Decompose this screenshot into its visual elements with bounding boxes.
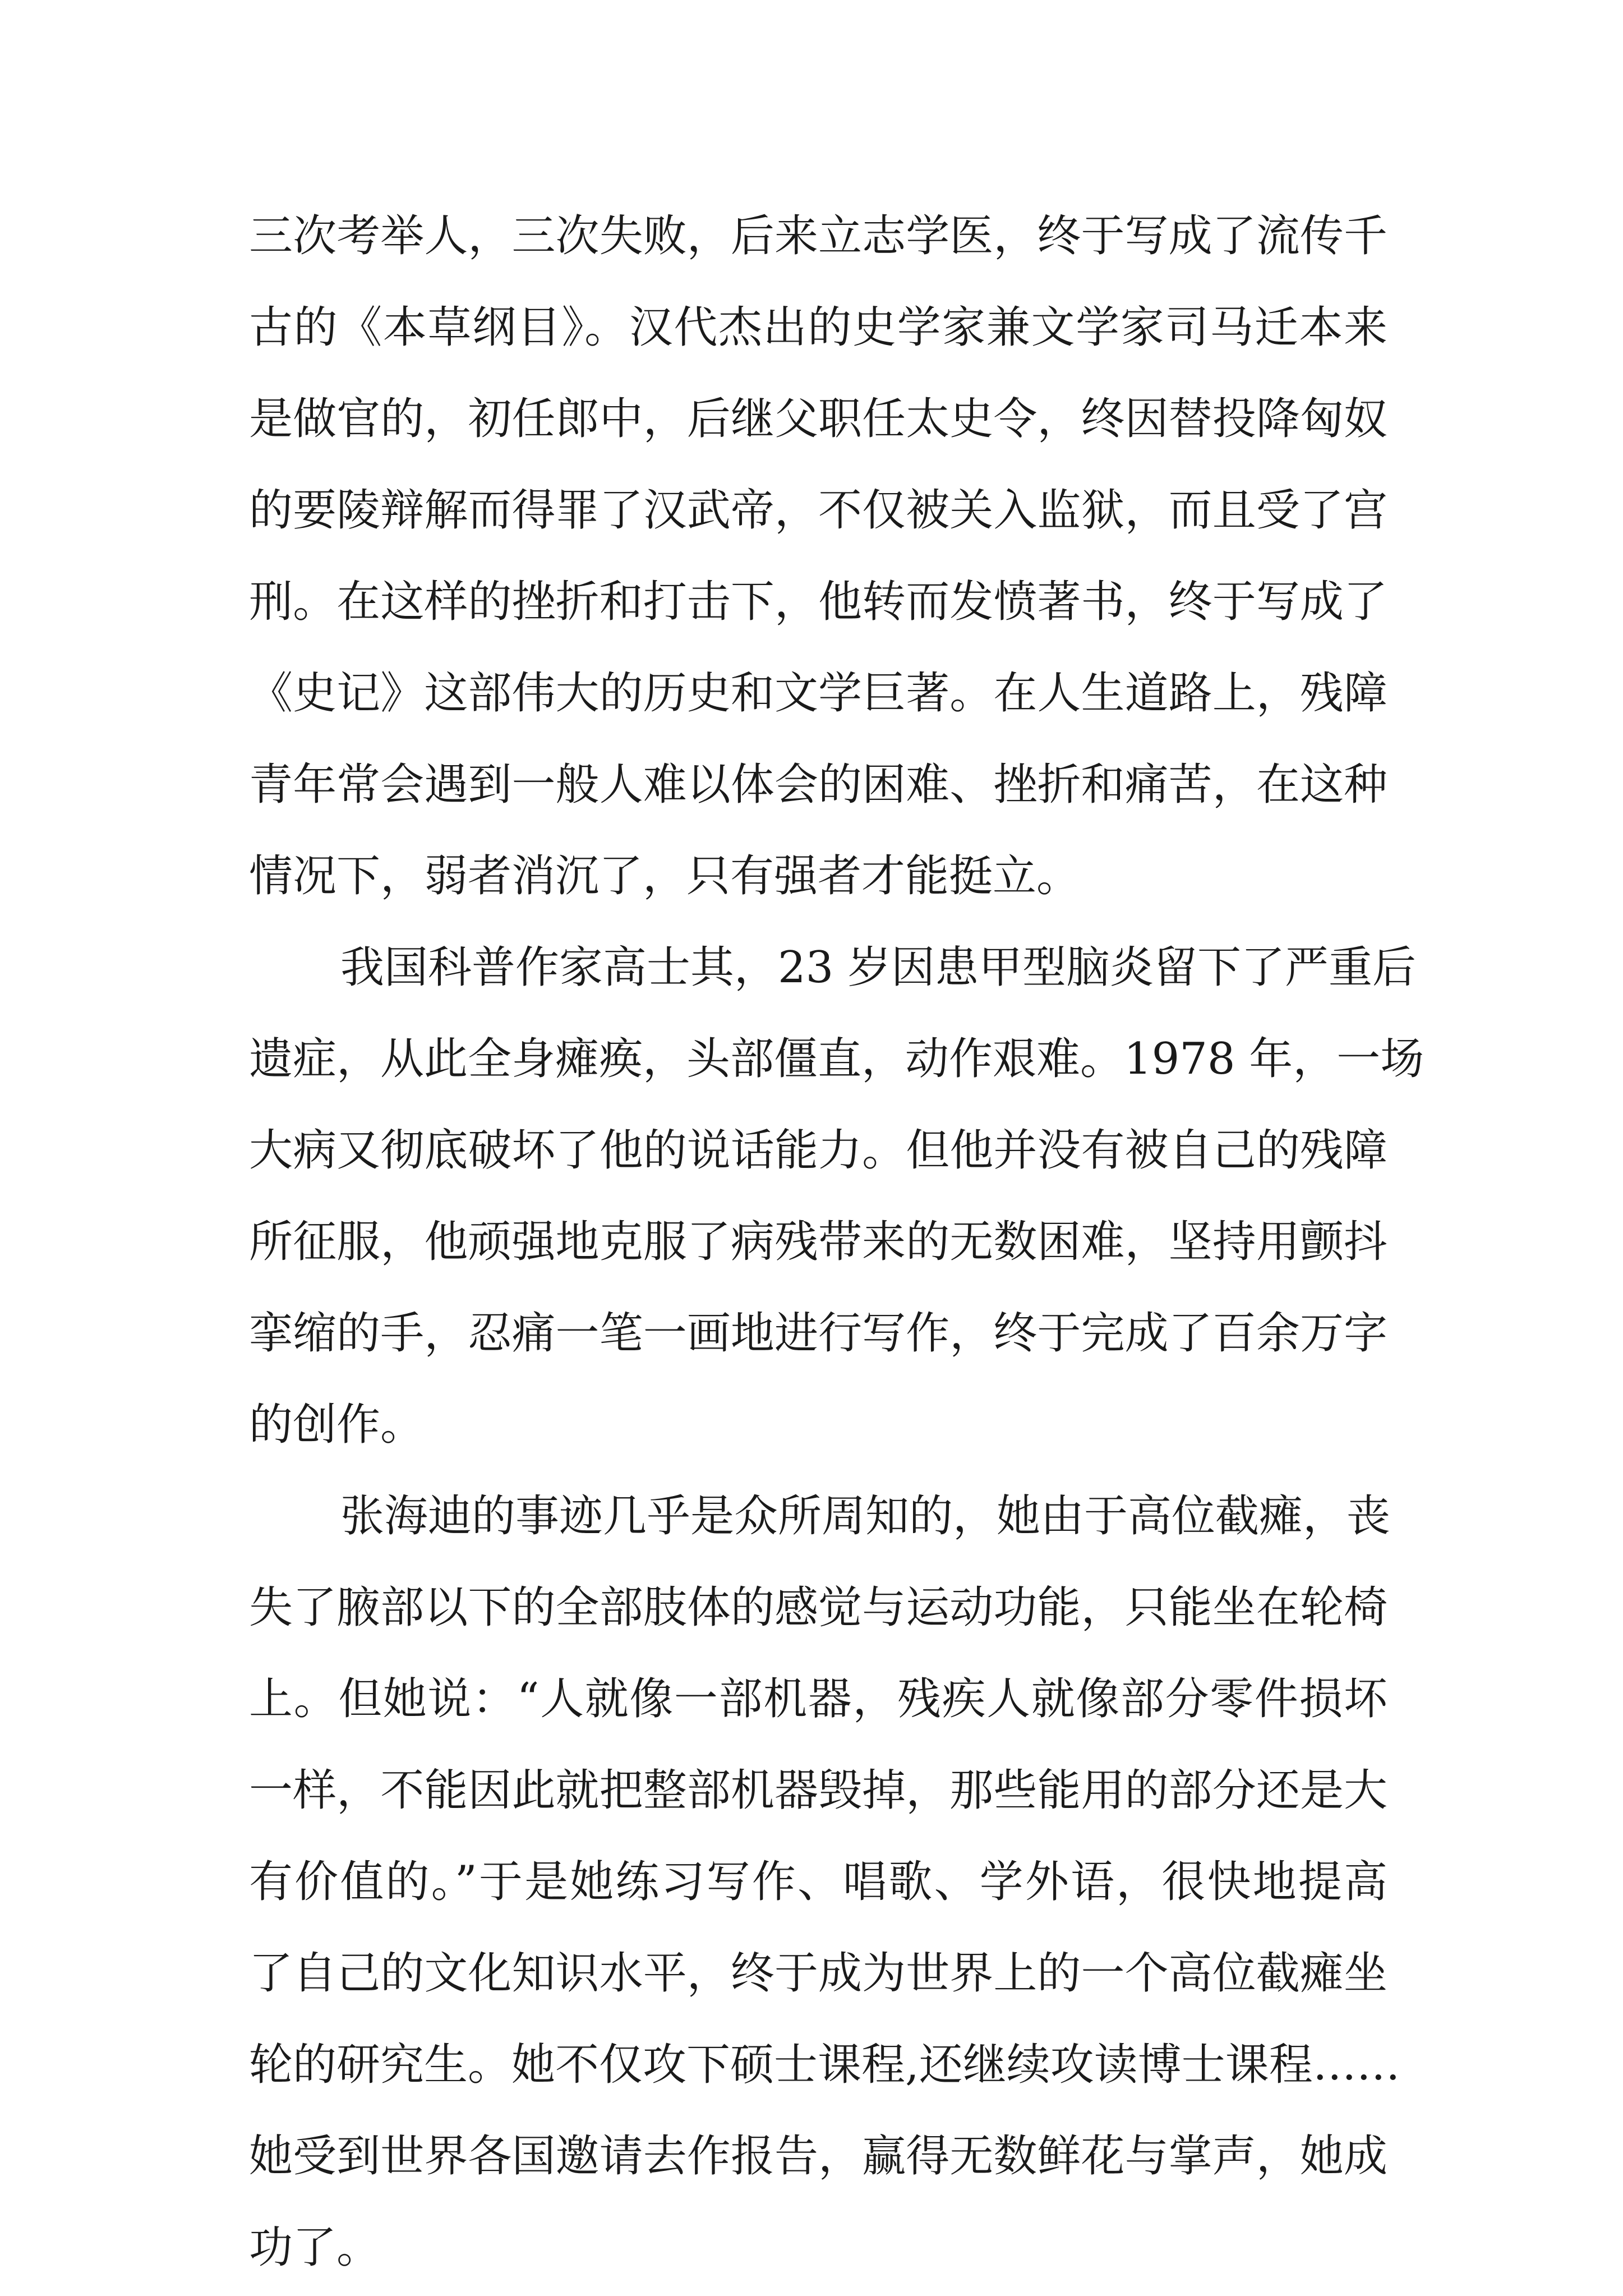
paragraph-first-line: 张海迪的事迹几乎是众所周知的，她由于高位截瘫，丧: [340, 1491, 1391, 1542]
text-line: 的创作。: [249, 1400, 425, 1450]
text-line: 上。但她说：“人就像一部机器，残疾人就像部分零件损坏: [249, 1674, 1387, 1724]
text-line: 古的《本草纲目》。汉代杰出的史学家兼文学家司马迁本来: [249, 302, 1387, 353]
text-line: 是做官的，初任郎中，后继父职任太史令，终因替投降匈奴: [249, 394, 1387, 444]
text-line: 《史记》这部伟大的历史和文学巨著。在人生道路上，残障: [249, 668, 1387, 719]
text-line: 了自己的文化知识水平，终于成为世界上的一个高位截瘫坐: [249, 1948, 1387, 1999]
paragraph-first-line: 我国科普作家高士其，23 岁因患甲型脑炎留下了严重后: [340, 942, 1417, 993]
text-line: 她受到世界各国邀请去作报告，赢得无数鲜花与掌声，她成: [249, 2131, 1387, 2182]
text-line: 失了腋部以下的全部肢体的感觉与运动功能，只能坐在轮椅: [249, 1582, 1387, 1633]
text-line: 有价值的。”于是她练习写作、唱歌、学外语，很快地提高: [249, 1857, 1387, 1907]
text-line: 情况下，弱者消沉了，只有强者才能挺立。: [249, 851, 1081, 901]
text-line: 遗症，从此全身瘫痪，头部僵直，动作艰难。1978 年，一场: [249, 1034, 1424, 1084]
text-line: 的要陵辩解而得罪了汉武帝，不仅被关入监狱，而且受了宫: [249, 485, 1387, 536]
text-line: 刑。在这样的挫折和打击下，他转而发愤著书，终于写成了: [249, 577, 1387, 627]
text-line: 一样，不能因此就把整部机器毁掉，那些能用的部分还是大: [249, 1765, 1387, 1816]
text-line: 三次考举人，三次失败，后来立志学医，终于写成了流传千: [249, 211, 1387, 261]
text-line: 青年常会遇到一般人难以体会的困难、挫折和痛苦，在这种: [249, 760, 1387, 810]
text-line: 挛缩的手，忍痛一笔一画地进行写作，终于完成了百余万字: [249, 1308, 1387, 1359]
text-line: 功了。: [249, 2223, 381, 2273]
text-line: 所征服，他顽强地克服了病残带来的无数困难，坚持用颤抖: [249, 1217, 1387, 1267]
text-line: 大病又彻底破坏了他的说话能力。但他并没有被自己的残障: [249, 1125, 1387, 1176]
text-line: 轮的研究生。她不仅攻下硕士课程,还继续攻读博士课程……: [249, 2040, 1400, 2090]
